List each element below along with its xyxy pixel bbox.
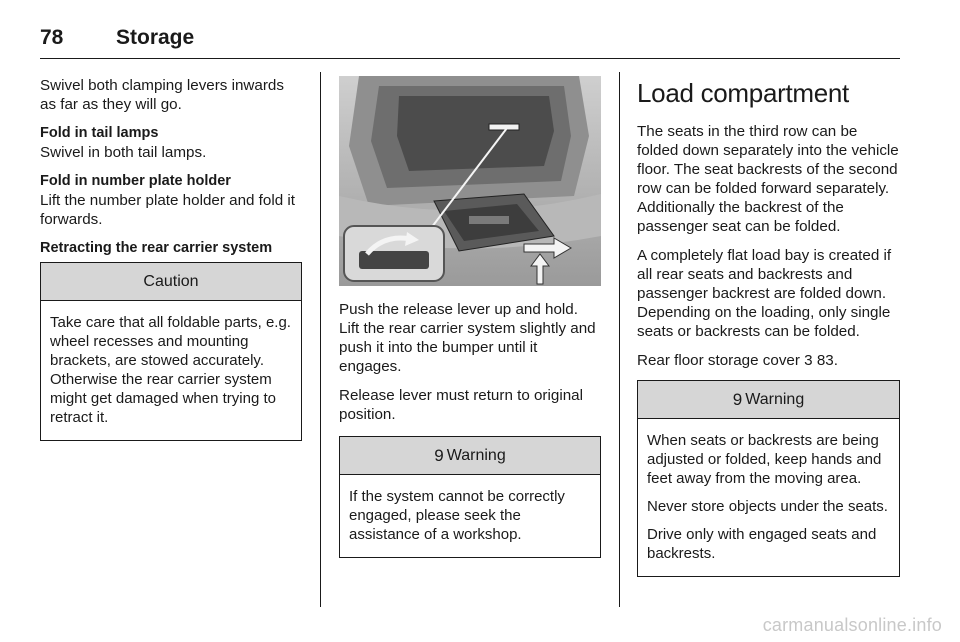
warning-title: Warning (745, 391, 805, 408)
section-title: Fold in tail lamps (40, 125, 159, 141)
paragraph: Release lever must return to original position. (339, 387, 583, 423)
warning-text: When seats or backrests are being adjusted or folded, keep hands and feet away from the moving area. (647, 432, 882, 487)
paragraph: The seats in the third row can be folded down separately into the vehicle floor. The seat backrests of the second row can be folded forward separately. Additionally the backrest of the passenger seat can be folded. (637, 123, 899, 235)
section-title: Fold in number plate holder (40, 173, 231, 189)
reference-arrow-icon[interactable]: 3 (804, 352, 813, 369)
page-header (40, 18, 900, 59)
paragraph: Push the release lever up and hold. Lift the rear carrier system slightly and push it into the bumper until it engages. (339, 301, 596, 375)
watermark: carmanualsonline.info (762, 615, 942, 635)
caution-box (40, 262, 302, 441)
section-tail-lamps (40, 124, 302, 162)
column-left (40, 76, 302, 441)
warning-box (339, 436, 601, 558)
section-text: Lift the number plate holder and fold it forwards. (40, 192, 295, 228)
warning-header (638, 381, 899, 419)
warning-box (637, 380, 900, 577)
paragraph: A completely flat load bay is created if all rear seats and backrests and passenger backrest are folded down. Depending on the loading, only single seats or backrests can be folded. (637, 247, 892, 340)
cross-reference (637, 351, 900, 370)
warning-header (340, 437, 600, 475)
caution-title: Caution (41, 263, 301, 301)
warning-text: Never store objects under the seats. (647, 498, 888, 515)
section-number-plate (40, 172, 302, 229)
column-middle (339, 76, 601, 558)
page-number: 78 (40, 26, 64, 49)
column-right (637, 76, 900, 577)
column-divider (320, 72, 321, 607)
rear-carrier-illustration (339, 76, 601, 286)
warning-title: Warning (446, 447, 506, 464)
retract-title: Retracting the rear carrier system (40, 240, 273, 256)
warning-icon: 9 (732, 390, 743, 409)
reference-text: Rear floor storage cover (637, 352, 800, 369)
warning-text: Drive only with engaged seats and backrests. (647, 526, 877, 562)
column-divider (619, 72, 620, 607)
warning-icon: 9 (434, 446, 444, 465)
chapter-title: Storage (116, 26, 195, 49)
caution-text: Take care that all foldable parts, e.g. wheel recesses and mounting brackets, are stowed accurately. Otherwise the rear carrier system might get damaged when trying to retract it. (50, 314, 291, 426)
section-heading: Load compartment (637, 78, 849, 108)
intro-paragraph: Swivel both clamping levers inwards as far as they will go. (40, 77, 284, 113)
reference-page-link[interactable]: 83. (816, 352, 838, 369)
section-text: Swivel in both tail lamps. (40, 144, 207, 161)
warning-text: If the system cannot be correctly engaged, please seek the assistance of a workshop. (349, 488, 565, 543)
